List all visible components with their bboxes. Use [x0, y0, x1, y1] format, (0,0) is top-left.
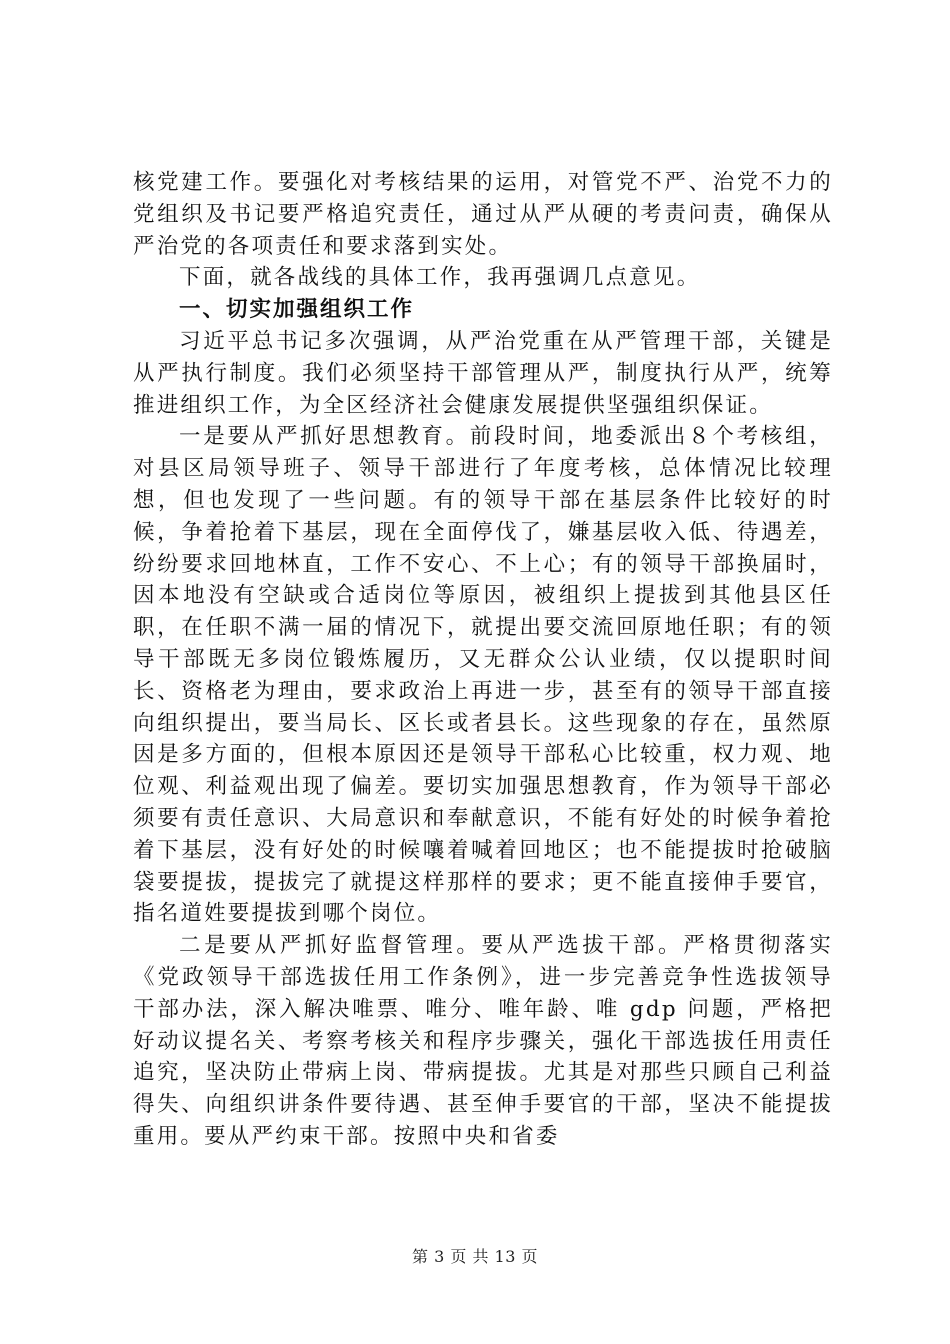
section-heading: 一、切实加强组织工作 — [179, 297, 415, 323]
page-number-footer: 第 3 页 共 13 页 — [412, 1247, 538, 1266]
paragraph-supervision-management: 二是要从严抓好监督管理。要从严选拔干部。严格贯彻落实《党政领导干部选拔任用工作条例》，进一步完善竞争性选拔领导干部办法，深入解决唯票、唯分、唯年龄、唯 gdp 问题，严格把好动议提名关、考察考核关和程序步骤关，强化干部选拔任用责任追究，坚决防止带病上岗、带病提拔。尤其是对那些只顾自己利益得失、向组织讲条件要待遇、甚至伸手要官的干部，坚决不能提拔重用。要从严约束干部。按照中央和省委 — [133, 933, 833, 1149]
paragraph-intro: 下面，就各战线的具体工作，我再强调几点意见。 — [179, 265, 701, 291]
paragraph-ideological-education: 一是要从严抓好思想教育。前段时间，地委派出８个考核组，对县区局领导班子、领导干部进行了年度考核，总体情况比较理想，但也发现了一些问题。有的领导干部在基层条件比较好的时候，争着抢着下基层，现在全面停伐了，嫌基层收入低、待遇差，纷纷要求回地林直，工作不安心、不上心；有的领导干部换届时，因本地没有空缺或合适岗位等原因，被组织上提拔到其他县区任职，在任职不满一届的情况下，就提出要交流回原地任职；有的领导干部既无多岗位锻炼履历，又无群众公认业绩，仅以提职时间长、资格老为理由，要求政治上再进一步，甚至有的领导干部直接向组织提出，要当局长、区长或者县长。这些现象的存在，虽然原因是多方面的，但根本原因还是领导干部私心比较重，权力观、地位观、利益观出现了偏差。要切实加强思想教育，作为领导干部必须要有责任意识、大局意识和奉献意识，不能有好处的时候争着抢着下基层，没有好处的时候嚷着喊着回地区；也不能提拔时抢破脑袋要提拔，提拔完了就提这样那样的要求；更不能直接伸手要官，指名道姓要提拔到哪个岗位。 — [133, 424, 833, 927]
paragraph-continuation: 核党建工作。要强化对考核结果的运用，对管党不严、治党不力的党组织及书记要严格追究责任，通过从严从硬的考责问责，确保从严治党的各项责任和要求落到实处。 — [133, 170, 833, 259]
paragraph-section-intro: 习近平总书记多次强调，从严治党重在从严管理干部，关键是从严执行制度。我们必须坚持干部管理从严，制度执行从严，统筹推进组织工作，为全区经济社会健康发展提供坚强组织保证。 — [133, 328, 833, 418]
document-body — [133, 167, 833, 1153]
